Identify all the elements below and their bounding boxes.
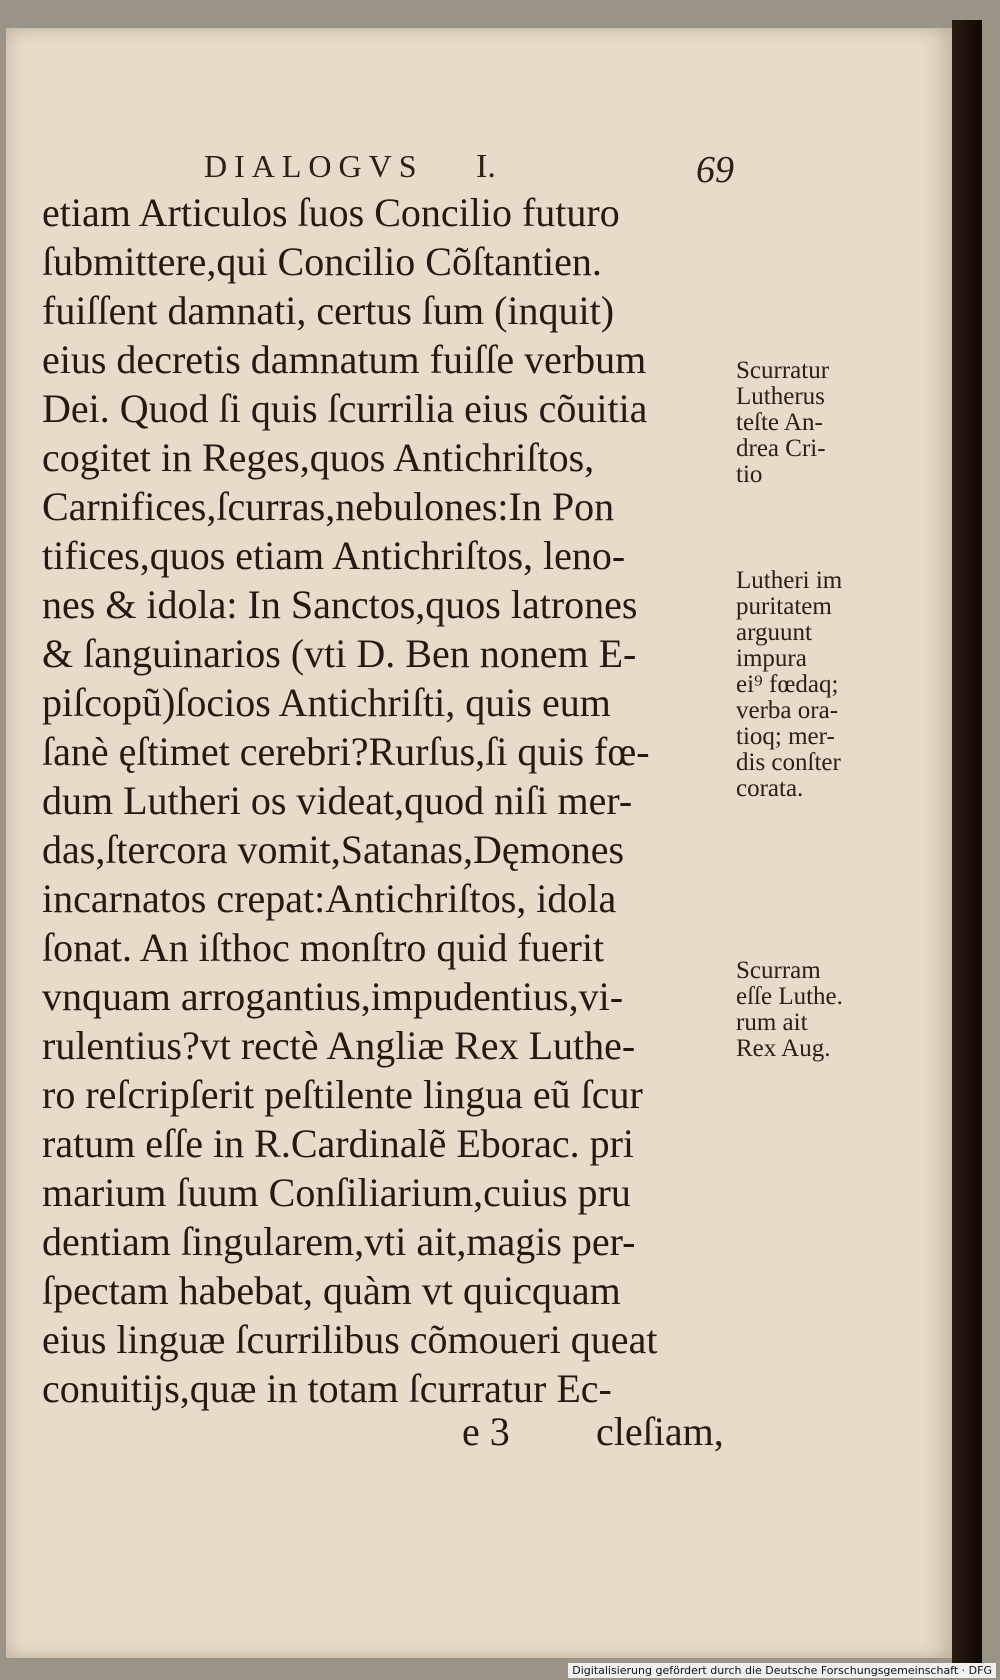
text-line: rulentius?vt rectè Angliæ Rex Luthe-	[42, 1023, 636, 1068]
text-line: eius decretis damnatum fuiſſe verbum	[42, 337, 647, 382]
text-line: fuiſſent damnati, certus ſum (inquit)	[42, 288, 615, 333]
book-spine	[952, 20, 982, 1670]
text-line: incarnatos crepat:Antichriſtos, idola	[42, 876, 617, 921]
marginal-note-line: ei⁹ fœdaq;	[736, 671, 839, 698]
marginal-note-line: corata.	[736, 775, 804, 802]
marginal-note-line: Lutherus	[736, 383, 825, 410]
text-line: Dei. Quod ſi quis ſcurrilia eius cõuitia	[42, 386, 648, 431]
digitization-credit: Digitalisierung gefördert durch die Deutsche Forschungsgemeinschaft · DFG	[568, 1663, 996, 1678]
text-line: marium ſuum Conſiliarium,cuius pru	[42, 1170, 631, 1215]
marginal-note-line: teſte An-	[736, 409, 823, 436]
text-line: cogitet in Reges,quos Antichriſtos,	[42, 435, 595, 480]
text-line: vnquam arrogantius,impudentius,vi-	[42, 974, 624, 1019]
marginal-note-line: dis conſter	[736, 749, 841, 776]
book-page	[6, 28, 952, 1658]
marginal-note-line: Lutheri im	[736, 567, 843, 594]
text-line: etiam Articulos ſuos Concilio futuro	[42, 190, 620, 235]
text-line: & ſanguinarios (vti D. Ben nonem E-	[42, 631, 637, 676]
text-line: tifices,quos etiam Antichriſtos, leno-	[42, 533, 626, 578]
text-line: das,ſtercora vomit,Satanas,Dęmones	[42, 827, 625, 872]
marginal-note-line: eſſe Luthe.	[736, 983, 843, 1010]
text-line: ſpectam habebat, quàm vt quicquam	[42, 1268, 621, 1313]
text-line: ratum eſſe in R.Cardinalẽ Eborac. pri	[42, 1121, 635, 1166]
marginal-note-scurratur	[736, 358, 896, 488]
text-line: eius linguæ ſcurrilibus cõmoueri queat	[42, 1317, 658, 1362]
marginal-note-line: Rex Aug.	[736, 1035, 831, 1062]
marginal-note-scurram-esse	[736, 958, 896, 1062]
marginal-note-line: tioq; mer-	[736, 723, 835, 750]
text-line: dum Lutheri os videat,quod niſi mer-	[42, 778, 633, 823]
page-number: 69	[696, 149, 734, 191]
text-line: nes & idola: In Sanctos,quos latrones	[42, 582, 638, 627]
marginal-note-line: impura	[736, 645, 807, 672]
marginal-note-line: arguunt	[736, 619, 812, 646]
marginal-note-line: Scurram	[736, 957, 821, 984]
marginal-note-line: Scurratur	[736, 357, 830, 384]
text-line: ſanè ęſtimet cerebri?Rurſus,ſi quis fœ-	[42, 729, 650, 774]
body-text	[42, 188, 742, 1413]
text-line: ro reſcripſerit peſtilente lingua eũ ſcur	[42, 1072, 643, 1117]
signature-mark: e 3	[462, 1409, 510, 1454]
marginal-note-line: drea Cri-	[736, 435, 826, 462]
text-line: dentiam ſingularem,vti ait,magis per-	[42, 1219, 636, 1264]
marginal-note-line: tio	[736, 461, 763, 488]
text-line: piſcopũ)ſocios Antichriſti, quis eum	[42, 680, 611, 725]
text-line: ſubmittere,qui Concilio Cõſtantien.	[42, 239, 602, 284]
page-footer	[6, 1408, 952, 1458]
text-line: Carnifices,ſcurras,nebulones:In Pon	[42, 484, 615, 529]
running-title: DIALOGVS	[204, 148, 424, 184]
marginal-note-line: verba ora-	[736, 697, 839, 724]
marginal-note-lutheri-impuritatem	[736, 568, 896, 802]
marginal-note-line: puritatem	[736, 593, 832, 620]
text-line: conuitijs,quæ in totam ſcurratur Ec-	[42, 1366, 612, 1411]
chapter-number: I.	[476, 148, 496, 185]
marginal-note-line: rum ait	[736, 1009, 808, 1036]
text-line: ſonat. An iſthoc monſtro quid fuerit	[42, 925, 605, 970]
catchword: cleſiam,	[596, 1409, 724, 1454]
